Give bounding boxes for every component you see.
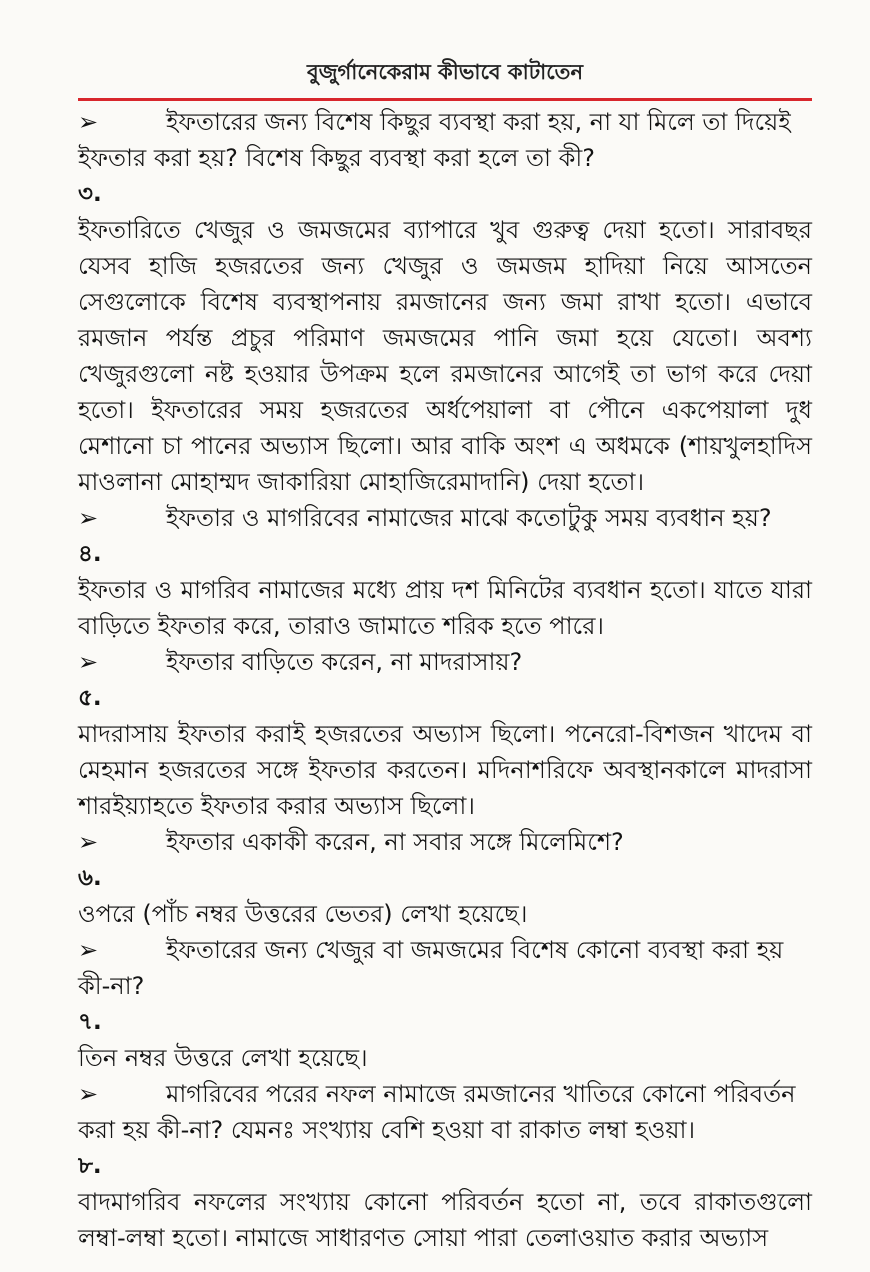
answer-number: ৩. bbox=[78, 181, 102, 207]
answer-text: ইফতার ও মাগরিব নামাজের মধ্যে প্রায় দশ মিনিটের ব্যবধান হতো। যাতে যারা বাড়িতে ইফতার করে, তারাও জামাতে শরিক হতে পারে। bbox=[78, 576, 812, 640]
arrow-icon: ➢ bbox=[78, 936, 99, 964]
question-text: ইফতার একাকী করেন, না সবার সঙ্গে মিলেমিশে? bbox=[166, 828, 624, 856]
header-rule bbox=[78, 98, 812, 101]
question-1 bbox=[78, 104, 812, 176]
arrow-icon: ➢ bbox=[78, 108, 99, 136]
question-2 bbox=[78, 500, 812, 536]
question-3 bbox=[78, 644, 812, 680]
arrow-icon: ➢ bbox=[78, 504, 99, 532]
answer-text: মাদরাসায় ইফতার করাই হজরতের অভ্যাস ছিলো। পনেরো-বিশজন খাদেম বা মেহমান হজরতের সঙ্গে ইফতার করতেন। মদিনাশরিফে অবস্থানকালে মাদরাসা শারইয়্যাহতে ইফতার করার অভ্যাস ছিলো। bbox=[78, 720, 812, 820]
question-text: মাগরিবের পরের নফল নামাজে রমজানের খাতিরে কোনো পরিবর্তন করা হয় কী-না? যেমনঃ সংখ্যায় বেশি হওয়া বা রাকাত লম্বা হওয়া। bbox=[78, 1080, 796, 1144]
answer-number: ৮. bbox=[78, 1153, 102, 1179]
answer-text: ওপরে (পাঁচ নম্বর উত্তরের ভেতর) লেখা হয়েছে। bbox=[78, 900, 528, 928]
question-text: ইফতারের জন্য বিশেষ কিছুর ব্যবস্থা করা হয়, না যা মিলে তা দিয়েই ইফতার করা হয়? বিশেষ কিছুর ব্যবস্থা করা হলে তা কী? bbox=[78, 108, 791, 172]
answer-text: ইফতারিতে খেজুর ও জমজমের ব্যাপারে খুব গুরুত্ব দেয়া হতো। সারাবছর যেসব হাজি হজরতের জন্য খেজুর ও জমজম হাদিয়া নিয়ে আসতেন সেগুলোকে বিশেষ ব্যবস্থাপনায় রমজানের জন্য জমা রাখা হতো। এভাবে রমজান পর্যন্ত প্রচুর পরিমাণ জমজমের পানি জমা হয়ে যেতো। অবশ্য খেজুরগুলো নষ্ট হওয়ার উপক্রম হলে রমজানের আগেই তা ভাগ করে দেয়া হতো। ইফতারের সময় হজরতের অর্ধপেয়ালা বা পৌনে একপেয়ালা দুধ মেশানো চা পানের অভ্যাস ছিলো। আর বাকি অংশ এ অধমকে (শায়খুলহাদিস মাওলানা মোহাম্মদ জাকারিয়া মোহাজিরেমাদানি) দেয়া হতো। bbox=[78, 216, 812, 496]
page-body bbox=[78, 104, 812, 1256]
answer-number: ৪. bbox=[78, 541, 102, 567]
arrow-icon: ➢ bbox=[78, 648, 99, 676]
answer-text: তিন নম্বর উত্তরে লেখা হয়েছে। bbox=[78, 1044, 368, 1072]
question-5 bbox=[78, 932, 812, 1004]
question-text: ইফতারের জন্য খেজুর বা জমজমের বিশেষ কোনো ব্যবস্থা করা হয় কী-না? bbox=[78, 936, 784, 1000]
question-4 bbox=[78, 824, 812, 860]
answer-text: বাদমাগরিব নফলের সংখ্যায় কোনো পরিবর্তন হতো না, তবে রাকাতগুলো লম্বা-লম্বা হতো। নামাজে সাধারণত সোয়া পারা তেলাওয়াত করার অভ্যাস bbox=[78, 1188, 812, 1252]
question-6 bbox=[78, 1076, 812, 1148]
answer-number: ৭. bbox=[78, 1009, 102, 1035]
arrow-icon: ➢ bbox=[78, 1080, 99, 1108]
question-text: ইফতার ও মাগরিবের নামাজের মাঝে কতোটুকু সময় ব্যবধান হয়? bbox=[166, 504, 772, 532]
arrow-icon: ➢ bbox=[78, 828, 99, 856]
answer-number: ৫. bbox=[78, 685, 102, 711]
running-header: বুজুর্গানেকেরাম কীভাবে কাটাতেন bbox=[307, 60, 583, 84]
answer-number: ৬. bbox=[78, 865, 102, 891]
question-text: ইফতার বাড়িতে করেন, না মাদরাসায়? bbox=[166, 648, 523, 676]
